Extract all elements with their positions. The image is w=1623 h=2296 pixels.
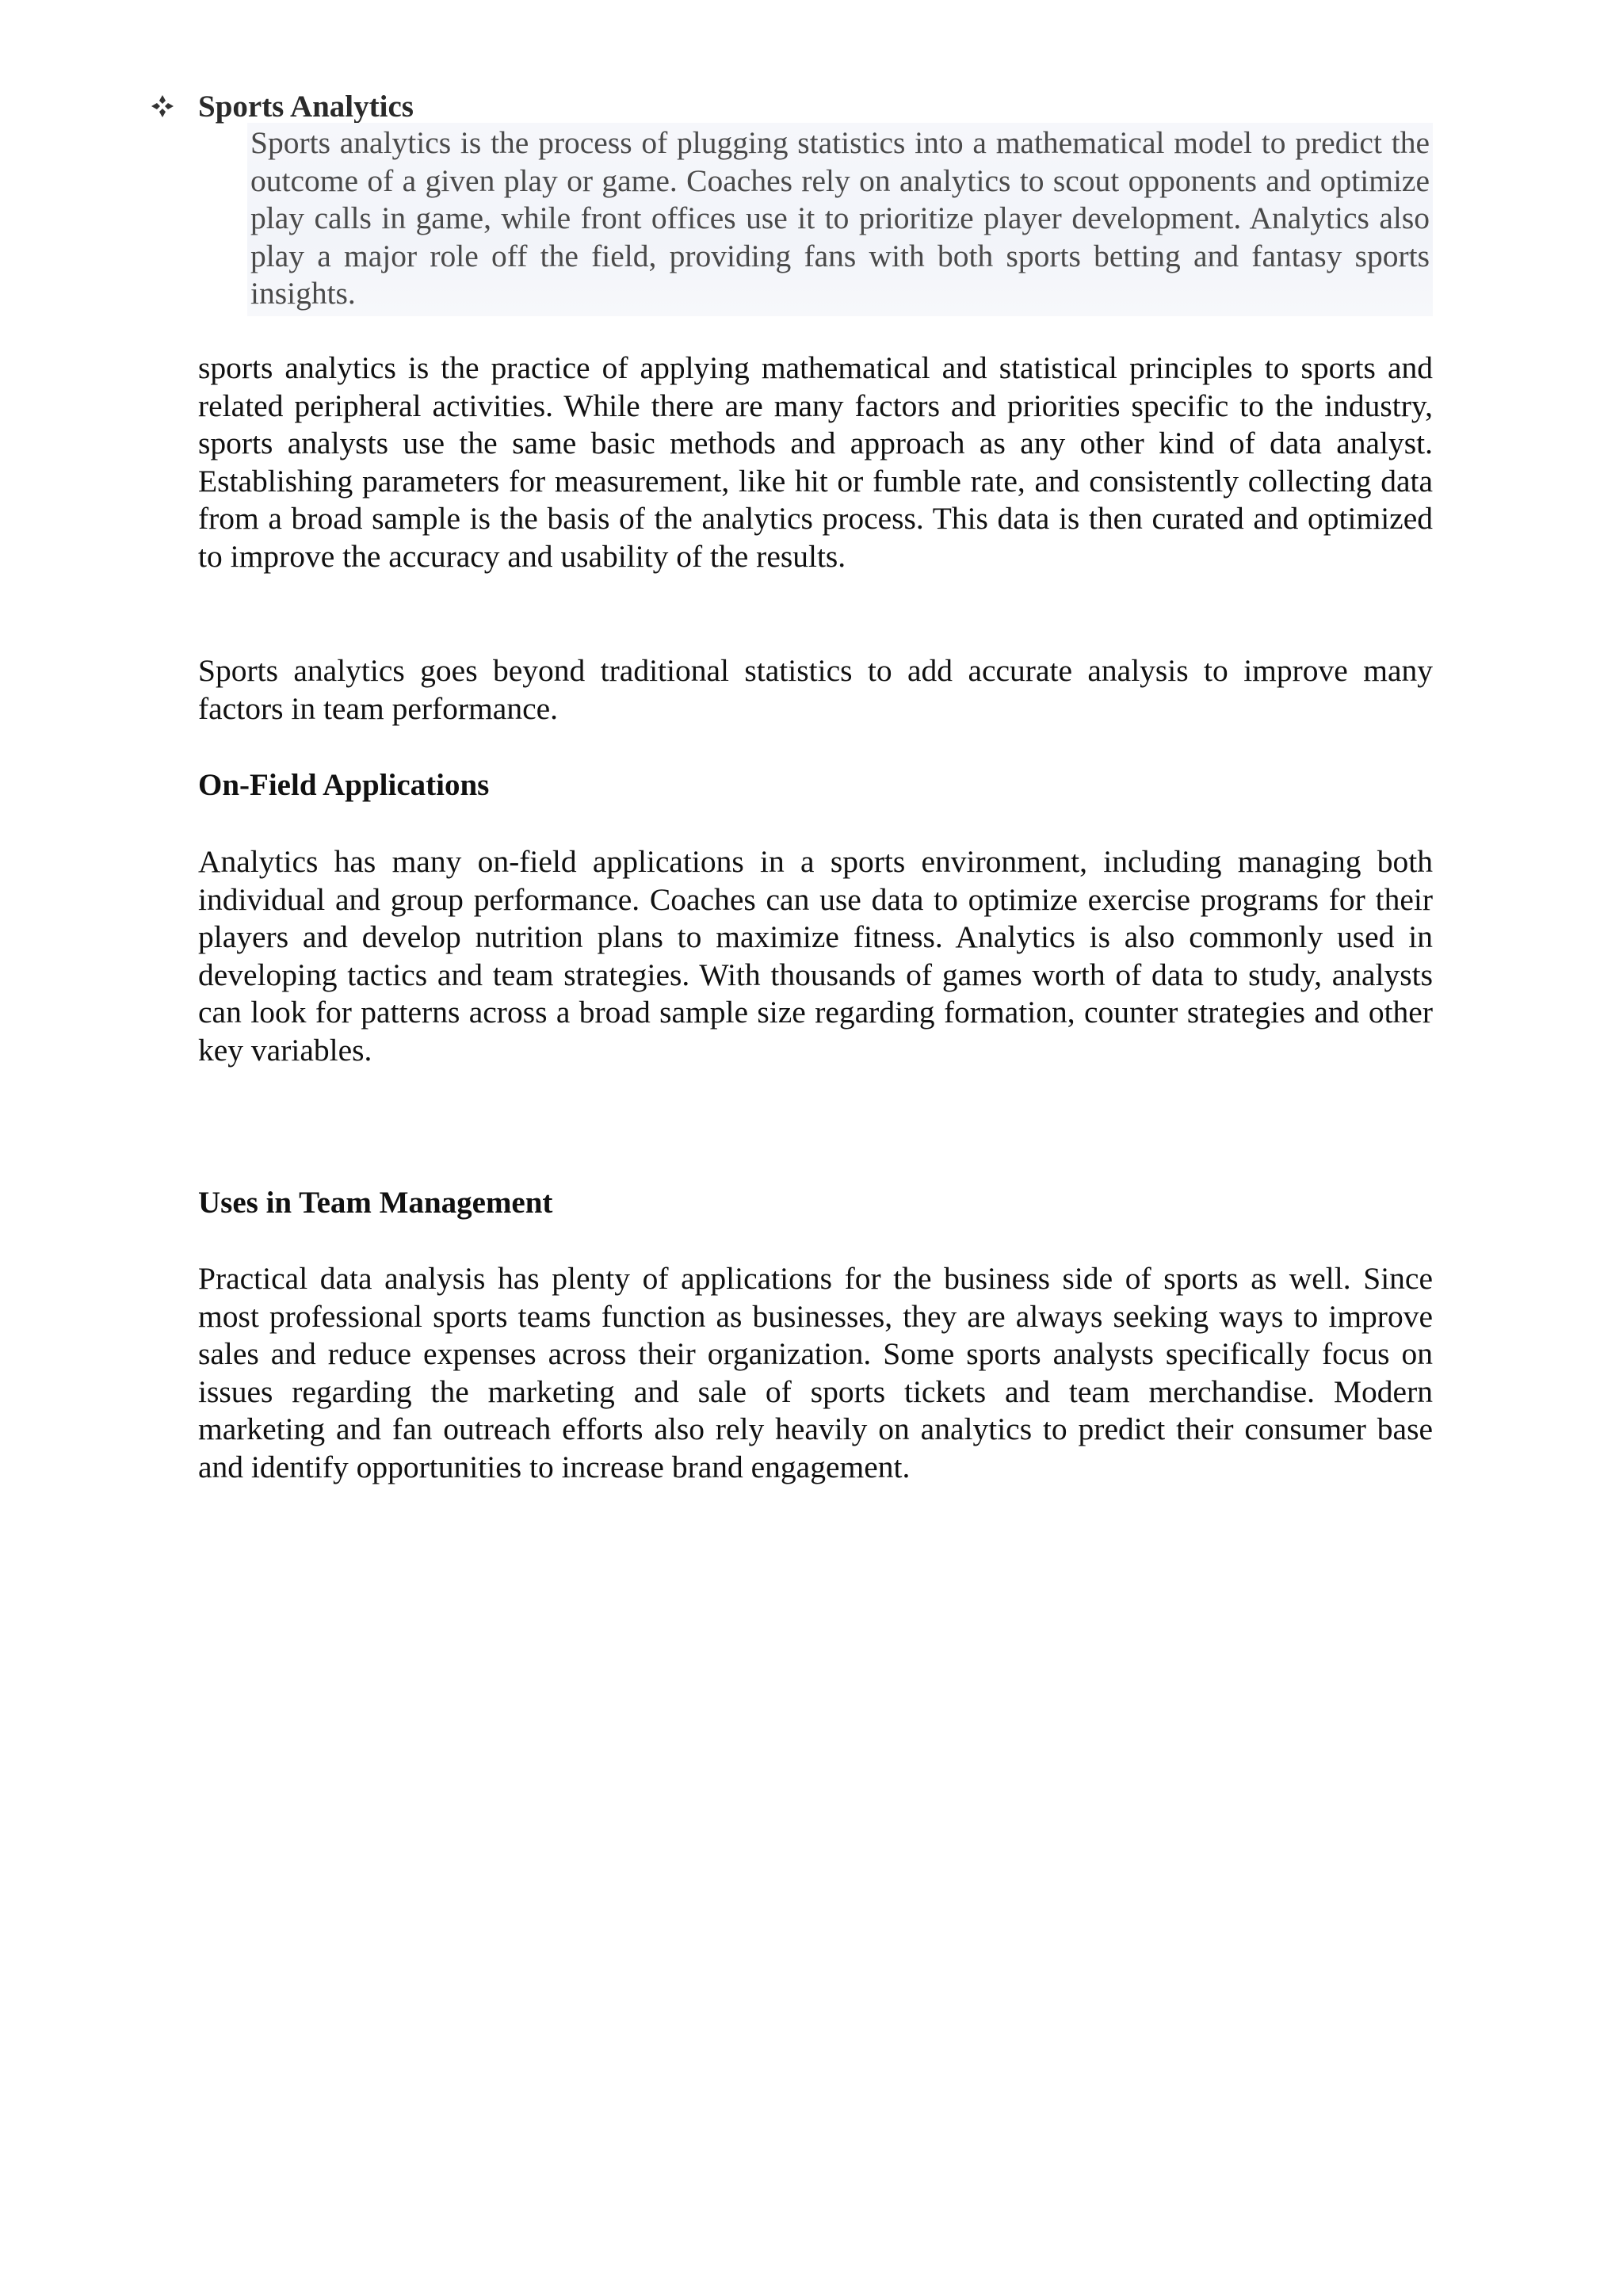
team-management-heading: Uses in Team Management [198,1186,553,1220]
team-management-paragraph: Practical data analysis has plenty of applications for the business side of sports as well. Since most professional sports teams function as businesses, they are always seeking ways to improve sales and reduce expenses across their organization. Some sports analysts specifically focus on issues regarding the marketing and sale of sports tickets and team merchandise. Modern marketing and fan outreach efforts also rely heavily on analytics to predict their consumer base and identify opportunities to increase brand engagement. [198,1261,1433,1484]
section-heading-row [151,86,414,127]
on-field-heading: On-Field Applications [198,768,490,802]
intro-paragraph: Sports analytics is the process of plugging statistics into a mathematical model to predict the outcome of a given play or game. Coaches rely on analytics to scout opponents and optimize play calls in game, while front offices use it to prioritize player development. Analytics also play a major role off the field, providing fans with both sports betting and fantasy sports insights. [247,123,1433,316]
body-paragraph-1: sports analytics is the practice of applying mathematical and statistical principles to sports and related peripheral activities. While there are many factors and priorities specific to the industry, sports analysts use the same basic methods and approach as any other kind of data analyst. Establishing parameters for measurement, like hit or fumble rate, and consistently collecting data from a broad sample is the basis of the analytics process. This data is then curated and optimized to improve the accuracy and usability of the results. [198,350,1433,574]
diamond-bullet-icon [151,94,174,118]
on-field-paragraph: Analytics has many on-field applications in a sports environment, including managing both individual and group performance. Coaches can use data to optimize exercise programs for their players and develop nutrition plans to maximize fitness. Analytics is also commonly used in developing tactics and team strategies. With thousands of games worth of data to study, analysts can look for patterns across a broad sample size regarding formation, counter strategies and other key variables. [198,844,1433,1068]
section-title: Sports Analytics [198,89,414,124]
body-paragraph-2: Sports analytics goes beyond traditional statistics to add accurate analysis to improve many factors in team performance. [198,653,1433,726]
